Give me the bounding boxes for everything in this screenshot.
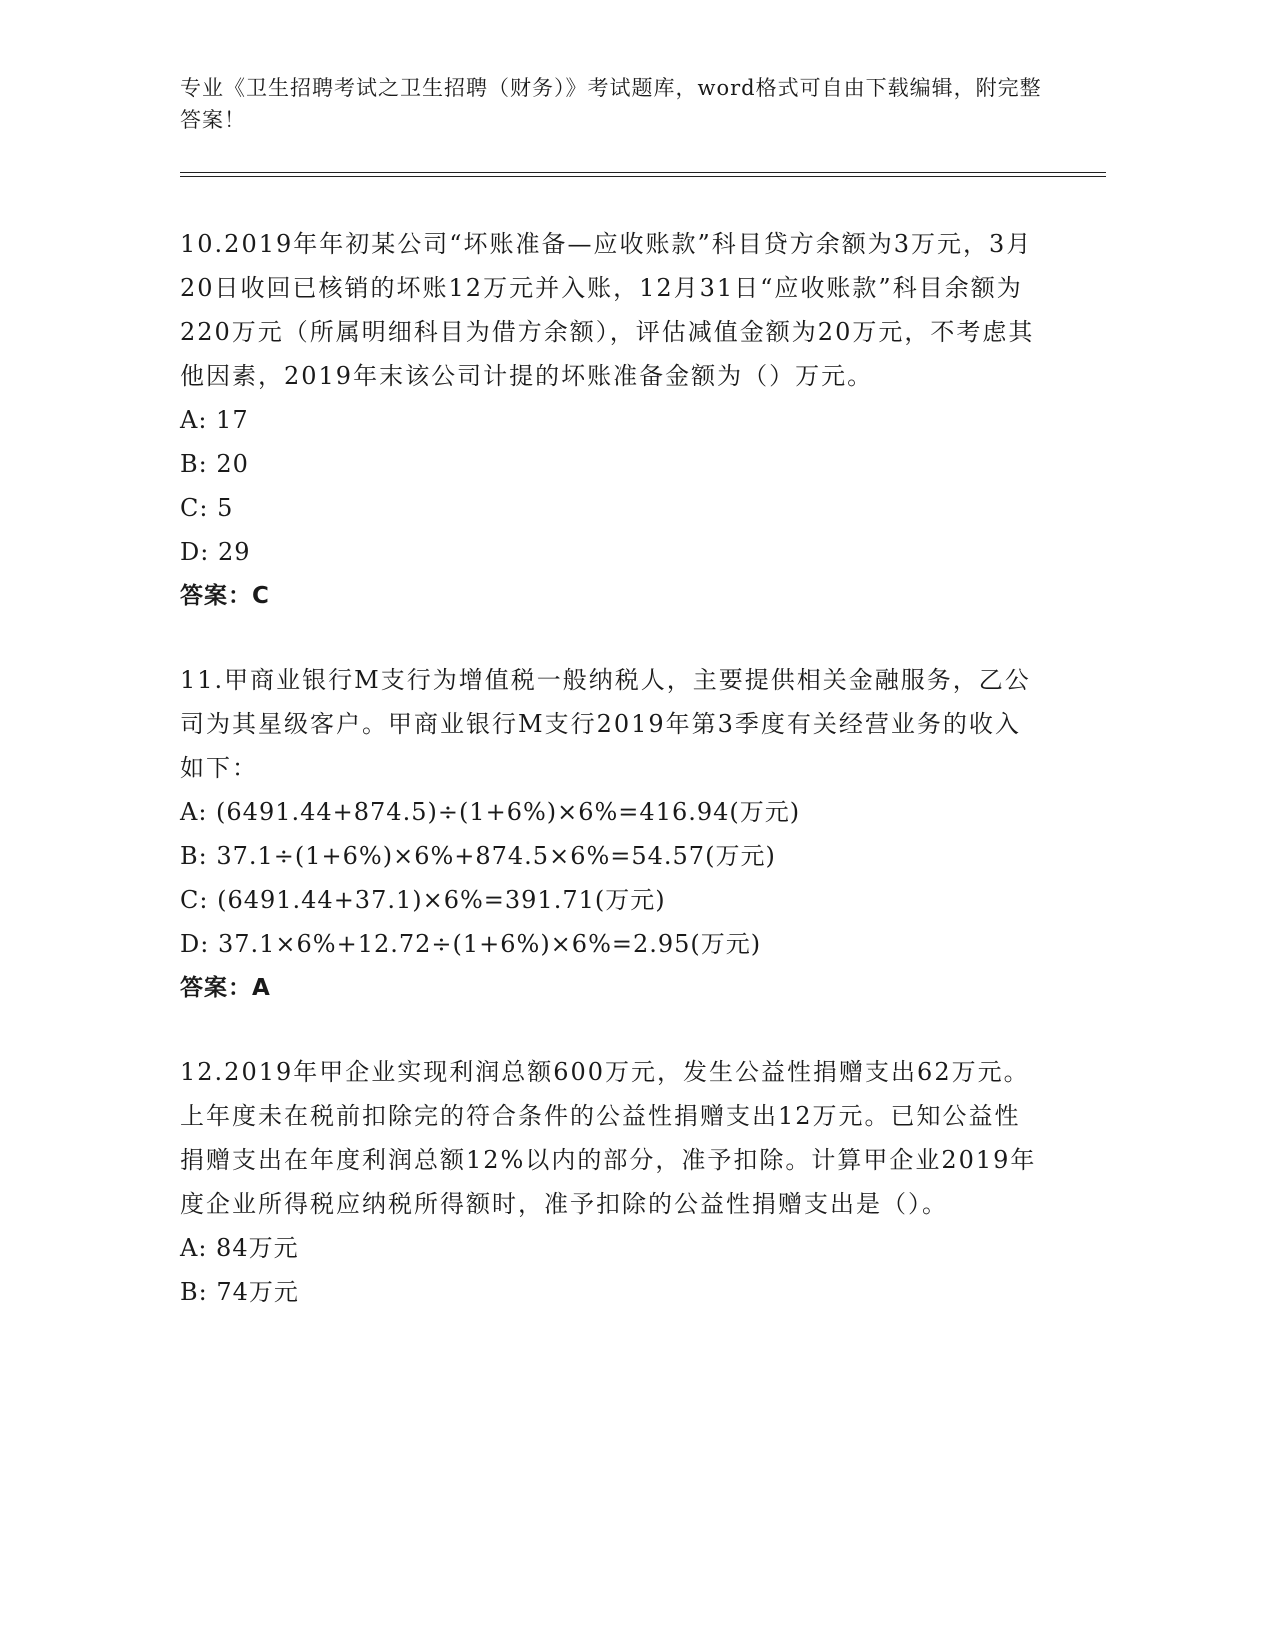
option-c: C: 5 — [180, 494, 234, 522]
question-10 — [180, 222, 1040, 618]
option-b: B: 74万元 — [180, 1278, 299, 1306]
question-12 — [180, 1050, 1040, 1314]
option-d: D: 29 — [180, 538, 251, 566]
option-c: C: (6491.44+37.1)×6%=391.71(万元) — [180, 886, 666, 914]
option-b: B: 20 — [180, 450, 249, 478]
question-text: 11.甲商业银行M支行为增值税一般纳税人，主要提供相关金融服务，乙公司为其星级客户。甲商业银行M支行2019年第3季度有关经营业务的收入如下： — [180, 666, 1031, 782]
option-a: A: 84万元 — [180, 1234, 299, 1262]
question-text: 12.2019年甲企业实现利润总额600万元，发生公益性捐赠支出62万元。上年度未在税前扣除完的符合条件的公益性捐赠支出12万元。已知公益性捐赠支出在年度利润总额12%以内的部分，准予扣除。计算甲企业2019年度企业所得税应纳税所得额时，准予扣除的公益性捐赠支出是（）。 — [180, 1058, 1037, 1218]
header-divider-top — [180, 172, 1106, 173]
option-a: A: 17 — [180, 406, 249, 434]
option-a: A: (6491.44+874.5)÷(1+6%)×6%=416.94(万元) — [180, 798, 801, 826]
answer-label: 答案：C — [180, 583, 270, 609]
question-list — [180, 222, 1040, 1354]
question-11 — [180, 658, 1040, 1010]
answer-label: 答案：A — [180, 975, 271, 1001]
option-b: B: 37.1÷(1+6%)×6%+874.5×6%=54.57(万元) — [180, 842, 776, 870]
option-d: D: 37.1×6%+12.72÷(1+6%)×6%=2.95(万元) — [180, 930, 762, 958]
document-header: 专业《卫生招聘考试之卫生招聘（财务）》考试题库，word格式可自由下载编辑，附完整答案！ — [180, 76, 1042, 132]
header-divider-bottom — [180, 176, 1106, 177]
question-text: 10.2019年年初某公司“坏账准备—应收账款”科目贷方余额为3万元，3月20日收回已核销的坏账12万元并入账，12月31日“应收账款”科目余额为220万元（所属明细科目为借方余额），评估减值金额为20万元，不考虑其他因素，2019年末该公司计提的坏账准备金额为（）万元。 — [180, 230, 1035, 390]
